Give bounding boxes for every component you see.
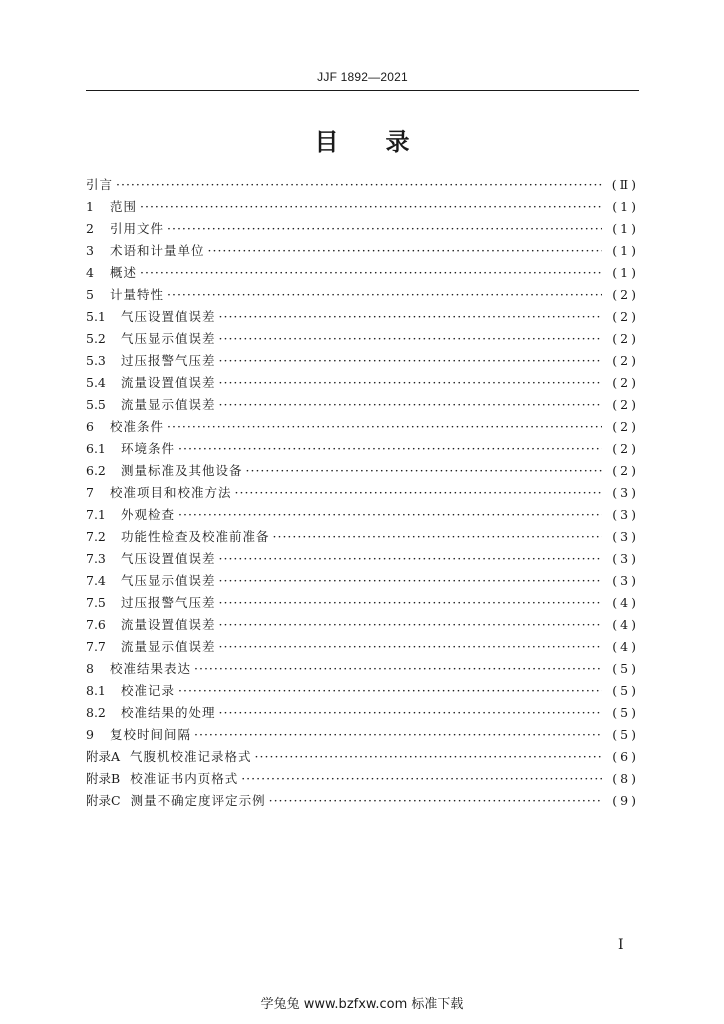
toc-entry-label: 校准结果表达 [110, 661, 192, 676]
toc-entry-label: 术语和计量单位 [110, 243, 205, 258]
toc-entry-number: 7.4 [86, 573, 106, 588]
toc-leader-dots [219, 705, 602, 720]
toc-entry-label: 复校时间间隔 [110, 727, 192, 742]
toc-entry-label: 功能性检查及校准前准备 [121, 529, 270, 544]
toc-entry-label: 范围 [110, 199, 138, 214]
toc-entry[interactable] [86, 637, 639, 659]
toc-entry-page: (1) [612, 221, 639, 236]
toc-entry-label: 计量特性 [110, 287, 165, 302]
toc-entry[interactable] [86, 351, 639, 373]
toc-entry-number: 6.2 [86, 463, 106, 478]
toc-entry-page: (5) [612, 661, 639, 676]
toc-leader-dots [246, 463, 602, 478]
toc-title [86, 122, 639, 157]
toc-entry[interactable] [86, 593, 639, 615]
toc-entry-number: 7.2 [86, 529, 106, 544]
toc-leader-dots [273, 529, 602, 544]
toc-entry-number: 5.2 [86, 331, 106, 346]
toc-leader-dots [235, 485, 602, 500]
toc-entry[interactable] [86, 197, 639, 219]
toc-entry[interactable] [86, 659, 639, 681]
toc-entry[interactable] [86, 373, 639, 395]
toc-entry-label: 气腹机校准记录格式 [130, 749, 252, 764]
toc-entry[interactable] [86, 527, 639, 549]
toc-entry-page: (2) [612, 353, 639, 368]
toc-leader-dots [167, 221, 602, 236]
toc-entry-number: 5.4 [86, 375, 106, 390]
toc-entry[interactable] [86, 285, 639, 307]
toc-entry-label: 气压显示值误差 [121, 331, 216, 346]
toc-entry-page: (4) [612, 639, 639, 654]
toc-entry-label: 流量显示值误差 [121, 639, 216, 654]
toc-entry-number: 6 [86, 419, 94, 434]
toc-entry[interactable] [86, 461, 639, 483]
toc-entry-page: (3) [612, 551, 639, 566]
toc-entry[interactable] [86, 263, 639, 285]
toc-leader-dots [219, 375, 602, 390]
toc-entry-label: 气压显示值误差 [121, 573, 216, 588]
toc-leader-dots [140, 199, 602, 214]
toc-leader-dots [167, 419, 602, 434]
toc-entry-number: 附录C [86, 793, 121, 808]
toc-leader-dots [219, 309, 602, 324]
toc-entry[interactable] [86, 571, 639, 593]
toc-entry-number: 7 [86, 485, 94, 500]
toc-entry-page: (3) [612, 529, 639, 544]
toc-leader-dots [219, 331, 602, 346]
toc-entry-number: 7.1 [86, 507, 106, 522]
page-number: I [618, 937, 624, 953]
toc-entry-page: (5) [612, 727, 639, 742]
toc-entry-number: 8 [86, 661, 94, 676]
toc-entry[interactable] [86, 725, 639, 747]
toc-entry-label: 气压设置值误差 [121, 551, 216, 566]
toc-entry-page: (5) [612, 705, 639, 720]
toc-entry-number: 5.5 [86, 397, 106, 412]
toc-entry-number: 附录B [86, 771, 121, 786]
toc-entry[interactable] [86, 703, 639, 725]
toc-entry-number: 附录A [86, 749, 121, 764]
toc-leader-dots [140, 265, 602, 280]
toc-entry-label: 校准条件 [110, 419, 165, 434]
toc-entry-label: 校准记录 [121, 683, 176, 698]
toc-entry-page: (8) [612, 771, 639, 786]
toc-entry[interactable] [86, 417, 639, 439]
toc-entry-page: (2) [612, 331, 639, 346]
toc-entry[interactable] [86, 747, 639, 769]
toc-title-part2: 录 [385, 127, 411, 156]
toc-leader-dots [178, 441, 602, 456]
toc-leader-dots [255, 749, 602, 764]
toc-leader-dots [194, 727, 602, 742]
header-rule [86, 90, 639, 91]
toc-leader-dots [269, 793, 602, 808]
toc-leader-dots [219, 617, 602, 632]
toc-entry-page: (9) [612, 793, 639, 808]
toc-entry-page: (1) [612, 199, 639, 214]
toc-entry-label: 过压报警气压差 [121, 595, 216, 610]
toc-entry-page: (4) [612, 617, 639, 632]
toc-entry-page: (1) [612, 243, 639, 258]
toc-entry[interactable] [86, 769, 639, 791]
toc-leader-dots [219, 573, 602, 588]
toc-entry-number: 7.7 [86, 639, 106, 654]
toc-entry-page: (2) [612, 463, 639, 478]
toc-entry[interactable] [86, 307, 639, 329]
toc-entry-page: (2) [612, 375, 639, 390]
toc-entry-label: 校准证书内页格式 [130, 771, 239, 786]
toc-entry[interactable] [86, 681, 639, 703]
toc-entry-label: 引用文件 [110, 221, 165, 236]
toc-entry-page: (3) [612, 573, 639, 588]
toc-entry[interactable] [86, 483, 639, 505]
toc-leader-dots [241, 771, 602, 786]
toc-entry[interactable] [86, 439, 639, 461]
toc-entry-page: (3) [612, 485, 639, 500]
toc-entry-number: 1 [86, 199, 94, 214]
toc-entry-label: 流量设置值误差 [121, 375, 216, 390]
toc-leader-dots [219, 551, 602, 566]
toc-entry[interactable] [86, 175, 639, 197]
toc-entry-page: (1) [612, 265, 639, 280]
toc-leader-dots [167, 287, 602, 302]
toc-entry-number: 2 [86, 221, 94, 236]
toc-entry-label: 引言 [86, 177, 114, 192]
toc-entry[interactable] [86, 219, 639, 241]
toc-entry-label: 流量设置值误差 [121, 617, 216, 632]
toc-entry-label: 气压设置值误差 [121, 309, 216, 324]
toc-entry-page: (3) [612, 507, 639, 522]
toc-entry-page: (2) [612, 287, 639, 302]
toc-entry-page: (Ⅱ) [611, 177, 639, 192]
toc-entry-number: 7.3 [86, 551, 106, 566]
toc-entry[interactable] [86, 615, 639, 637]
toc-entry-label: 外观检查 [121, 507, 176, 522]
toc-entry-label: 流量显示值误差 [121, 397, 216, 412]
toc-entry-number: 4 [86, 265, 94, 280]
footer-watermark: 学兔兔 www.bzfxw.com 标准下载 [260, 997, 464, 1012]
toc-leader-dots [194, 661, 602, 676]
toc-entry-page: (6) [612, 749, 639, 764]
toc-leader-dots [116, 177, 602, 192]
toc-entry-number: 6.1 [86, 441, 106, 456]
toc-entry-number: 7.5 [86, 595, 106, 610]
toc-entry-page: (2) [612, 309, 639, 324]
toc-entry-label: 过压报警气压差 [121, 353, 216, 368]
toc-entry-label: 环境条件 [121, 441, 176, 456]
toc-entry-page: (2) [612, 419, 639, 434]
toc-entry-page: (2) [612, 441, 639, 456]
toc-entry-number: 9 [86, 727, 94, 742]
toc-leader-dots [219, 353, 602, 368]
toc-entry[interactable] [86, 505, 639, 527]
table-of-contents [86, 175, 639, 813]
toc-entry-number: 5.1 [86, 309, 106, 324]
toc-leader-dots [219, 397, 602, 412]
toc-entry-number: 8.2 [86, 705, 106, 720]
toc-leader-dots [219, 595, 602, 610]
toc-entry[interactable] [86, 329, 639, 351]
toc-entry-number: 7.6 [86, 617, 106, 632]
toc-entry-label: 测量不确定度评定示例 [130, 793, 266, 808]
toc-entry-label: 概述 [110, 265, 138, 280]
toc-entry-number: 5 [86, 287, 94, 302]
toc-leader-dots [178, 507, 602, 522]
toc-entry[interactable] [86, 395, 639, 417]
toc-entry-label: 测量标准及其他设备 [121, 463, 243, 478]
standard-code-header: JJF 1892—2021 [317, 70, 408, 84]
toc-leader-dots [219, 639, 602, 654]
toc-leader-dots [208, 243, 602, 258]
toc-entry-number: 3 [86, 243, 94, 258]
toc-entry[interactable] [86, 241, 639, 263]
toc-leader-dots [178, 683, 602, 698]
toc-entry[interactable] [86, 549, 639, 571]
toc-entry-label: 校准项目和校准方法 [110, 485, 232, 500]
toc-entry[interactable] [86, 791, 639, 813]
toc-entry-page: (5) [612, 683, 639, 698]
toc-entry-page: (4) [612, 595, 639, 610]
toc-entry-number: 8.1 [86, 683, 106, 698]
toc-entry-page: (2) [612, 397, 639, 412]
toc-entry-number: 5.3 [86, 353, 106, 368]
toc-entry-label: 校准结果的处理 [121, 705, 216, 720]
toc-title-part1: 目 [314, 127, 340, 156]
